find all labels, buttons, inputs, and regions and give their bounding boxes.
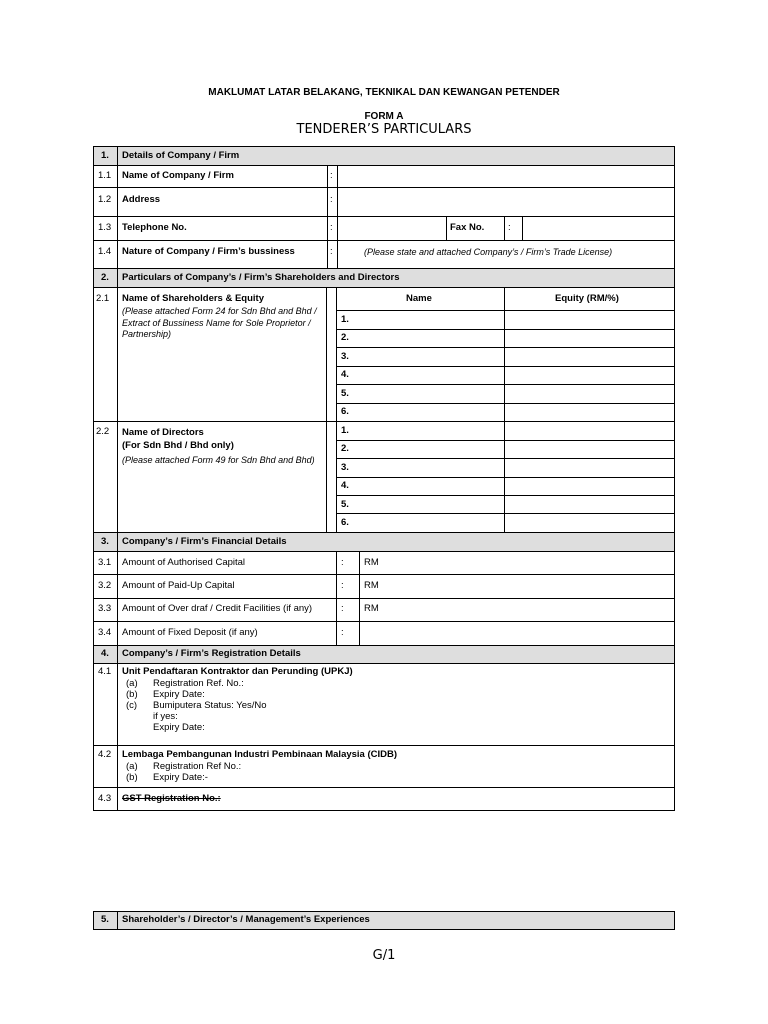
page-number: G/1 <box>372 948 396 963</box>
section1-title: Details of Company / Firm <box>122 150 240 161</box>
form-label: FORM A <box>364 111 404 122</box>
section3-title: Company’s / Firm’s Financial Details <box>122 536 287 547</box>
row-number: 1.1 <box>98 170 112 181</box>
document-title: MAKLUMAT LATAR BELAKANG, TEKNIKAL DAN KEWANGAN PETENDER <box>208 87 560 98</box>
section3-number: 3. <box>101 536 109 547</box>
shareholder-row-number[interactable]: 4. <box>341 369 349 380</box>
fax-field[interactable] <box>523 217 674 240</box>
section4-number: 4. <box>101 648 109 659</box>
shareholder-row-number[interactable]: 1. <box>341 314 349 325</box>
item-tag: (a) <box>126 761 138 772</box>
item-tag: (c) <box>126 700 138 711</box>
section5-title: Shareholder’s / Director’s / Management’s Experiences <box>122 914 370 925</box>
telephone-field[interactable] <box>338 217 446 240</box>
section5-number: 5. <box>101 914 109 925</box>
director-row-number[interactable]: 2. <box>341 443 349 454</box>
directors-sublabel: (For Sdn Bhd / Bhd only) <box>122 440 234 451</box>
upkj-expiry-label[interactable]: Expiry Date: <box>153 689 205 700</box>
credit-facilities-field[interactable]: RM <box>364 603 379 614</box>
shareholder-row-number[interactable]: 2. <box>341 332 349 343</box>
director-row-number[interactable]: 1. <box>341 425 349 436</box>
item-tag: (b) <box>126 689 138 700</box>
if-yes-label: if yes: <box>153 711 178 722</box>
row-number: 4.1 <box>98 666 112 677</box>
row-number: 2.2 <box>96 426 110 437</box>
bumiputera-expiry-label[interactable]: Expiry Date: <box>153 722 205 733</box>
row-number: 3.4 <box>98 627 112 638</box>
row-number: 4.2 <box>98 749 112 760</box>
shareholder-row-number[interactable]: 3. <box>341 351 349 362</box>
paid-up-capital-field[interactable]: RM <box>364 580 379 591</box>
fax-label: Fax No. <box>450 222 485 233</box>
section2-title: Particulars of Company’s / Firm’s Shareholders and Directors <box>122 272 400 283</box>
director-row-number[interactable]: 4. <box>341 480 349 491</box>
gst-registration-label: GST Registration No.: <box>122 793 221 804</box>
director-row-number[interactable]: 3. <box>341 462 349 473</box>
colon: : <box>330 194 333 205</box>
paid-up-capital-label: Amount of Paid-Up Capital <box>122 580 235 591</box>
upkj-title: Unit Pendaftaran Kontraktor dan Perunding (UPKJ) <box>122 666 353 677</box>
row-number: 1.3 <box>98 222 112 233</box>
bumiputera-status-label[interactable]: Bumiputera Status: Yes/No <box>153 700 267 711</box>
cidb-ref-no-label[interactable]: Registration Ref No.: <box>153 761 242 772</box>
business-nature-label: Nature of Company / Firm’s bussiness <box>122 246 295 257</box>
row-number: 3.1 <box>98 557 112 568</box>
row-number: 1.4 <box>98 246 112 257</box>
upkj-ref-no-label[interactable]: Registration Ref. No.: <box>153 678 244 689</box>
row-number: 3.2 <box>98 580 112 591</box>
section1-number: 1. <box>101 150 109 161</box>
colon: : <box>341 557 344 568</box>
colon: : <box>508 222 511 233</box>
row-number: 1.2 <box>98 194 112 205</box>
colon: : <box>330 170 333 181</box>
authorised-capital-label: Amount of Authorised Capital <box>122 557 246 568</box>
shareholder-row-number[interactable]: 5. <box>341 388 349 399</box>
address-field[interactable] <box>338 188 674 216</box>
fixed-deposit-label: Amount of Fixed Deposit (if any) <box>122 627 258 638</box>
shareholders-note: (Please attached Form 24 for Sdn Bhd and Bhd / Extract of Bussiness Name for Sole Proprietor / Partnership) <box>122 306 317 339</box>
equity-column-header: Equity (RM/%) <box>555 293 619 304</box>
section4-title: Company’s / Firm’s Registration Details <box>122 648 301 659</box>
item-tag: (a) <box>126 678 138 689</box>
row-number: 2.1 <box>96 293 110 304</box>
shareholder-row-number[interactable]: 6. <box>341 406 349 417</box>
company-name-label: Name of Company / Firm <box>122 170 234 181</box>
shareholders-label: Name of Shareholders & Equity <box>122 293 265 304</box>
telephone-label: Telephone No. <box>122 222 187 233</box>
form-subtitle: TENDERER’S PARTICULARS <box>296 122 472 137</box>
trade-license-note[interactable]: (Please state and attached Company’s / Firm’s Trade License) <box>364 247 613 257</box>
item-tag: (b) <box>126 772 138 783</box>
row-number: 3.3 <box>98 603 112 614</box>
cidb-expiry-label[interactable]: Expiry Date:- <box>153 772 208 783</box>
colon: : <box>341 603 344 614</box>
address-label: Address <box>122 194 161 205</box>
colon: : <box>341 580 344 591</box>
name-column-header: Name <box>406 293 432 304</box>
colon: : <box>330 246 333 257</box>
colon: : <box>330 222 333 233</box>
row-number: 4.3 <box>98 793 112 804</box>
directors-note: (Please attached Form 49 for Sdn Bhd and Bhd) <box>122 455 315 465</box>
section2-number: 2. <box>101 272 109 283</box>
cidb-title: Lembaga Pembangunan Industri Pembinaan Malaysia (CIDB) <box>122 749 398 760</box>
director-row-number[interactable]: 5. <box>341 499 349 510</box>
directors-label: Name of Directors <box>122 427 204 438</box>
fixed-deposit-field[interactable] <box>360 622 674 645</box>
credit-facilities-label: Amount of Over draf / Credit Facilities (if any) <box>122 603 313 614</box>
authorised-capital-field[interactable]: RM <box>364 557 379 568</box>
colon: : <box>341 627 344 638</box>
director-row-number[interactable]: 6. <box>341 517 349 528</box>
company-name-field[interactable] <box>338 166 674 187</box>
